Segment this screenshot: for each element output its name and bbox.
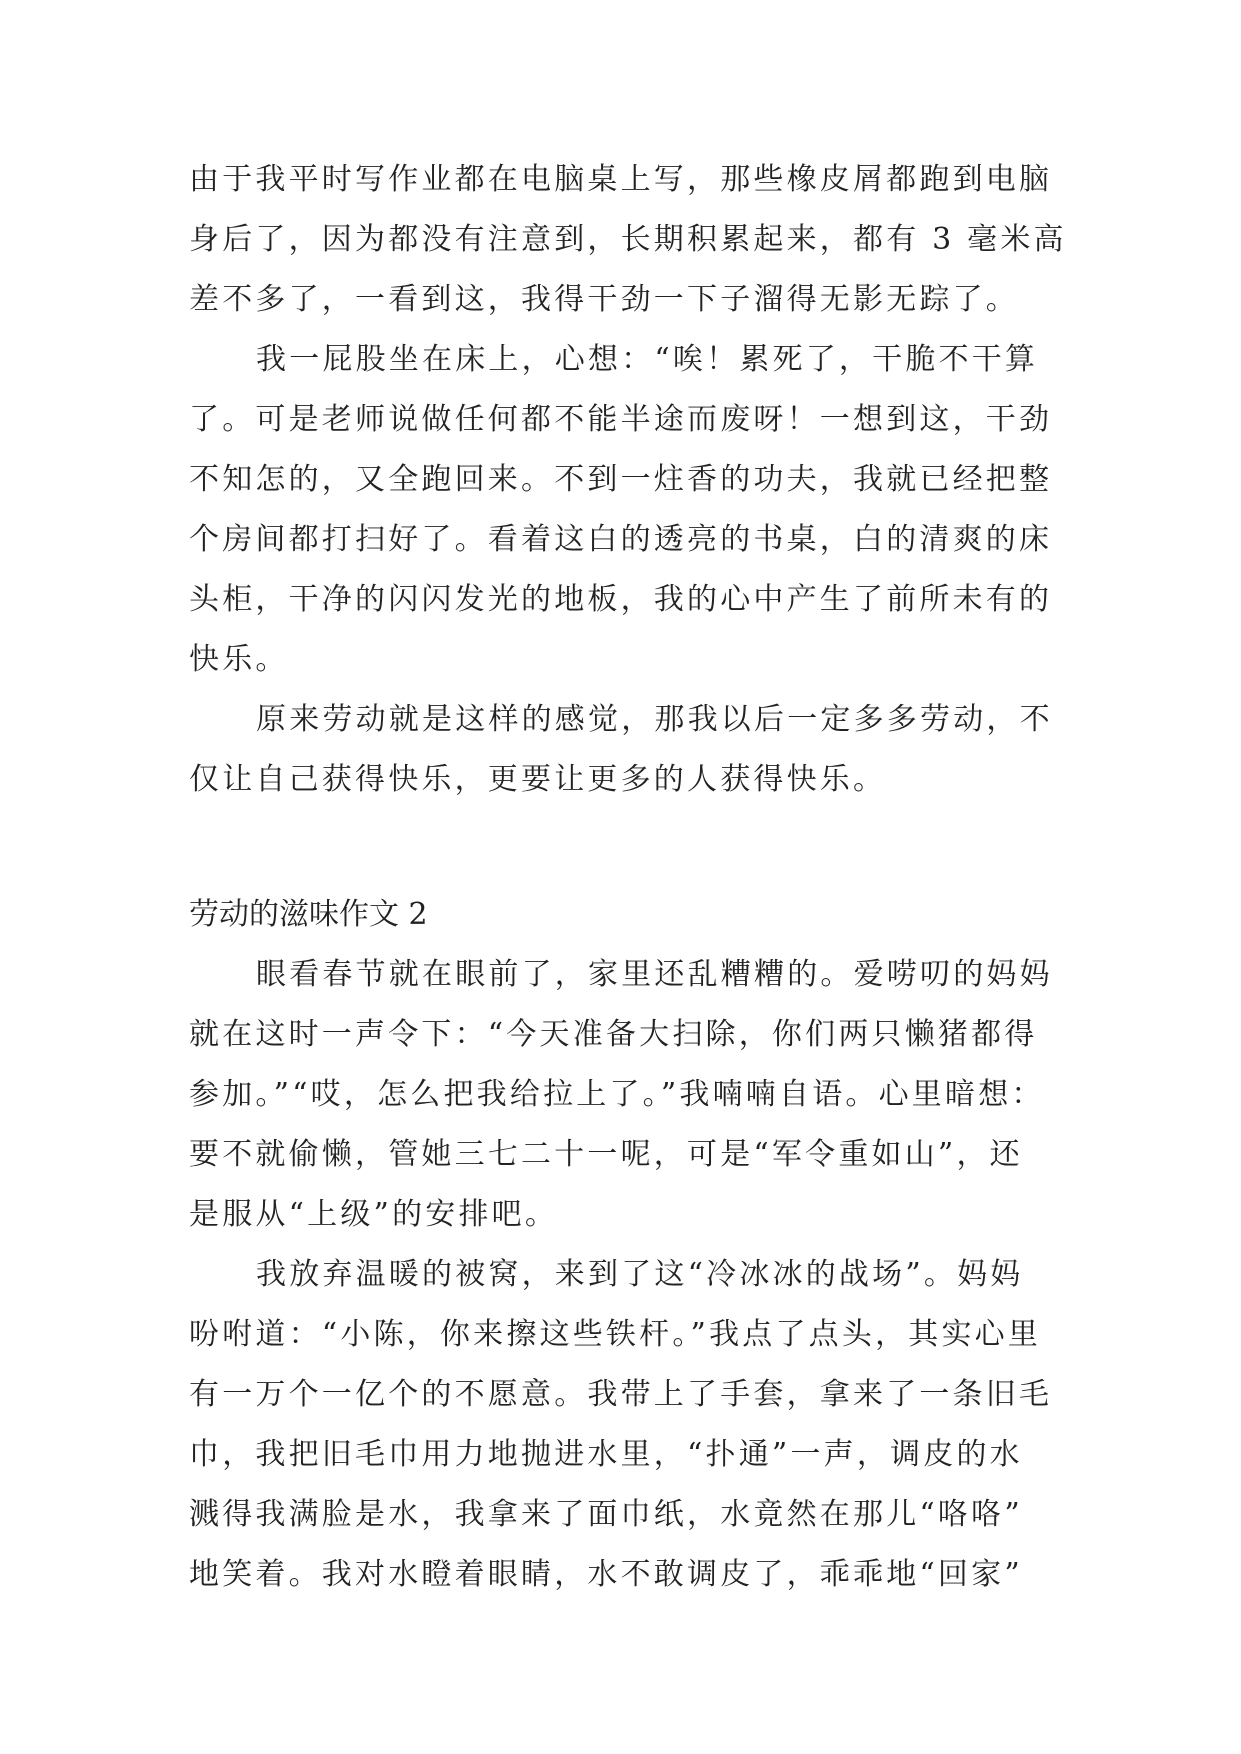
text-line: 要不就偷懒，管她三七二十一呢，可是“军令重如山”，还 [189,1137,1023,1172]
text-line: 差不多了，一看到这，我得干劲一下子溜得无影无踪了。 [189,282,1019,317]
text-line: 地笑着。我对水瞪着眼睛，水不敢调皮了，乖乖地“回家” [189,1557,1023,1592]
text-line: 头柜，干净的闪闪发光的地板，我的心中产生了前所未有的 [189,582,1053,617]
paragraph [189,690,1055,810]
text-line: 溅得我满脸是水，我拿来了面巾纸，水竟然在那儿“咯咯” [189,1497,1023,1532]
text-line: 由于我平时写作业都在电脑桌上写，那些橡皮屑都跑到电脑 [189,162,1053,197]
text-line: 眼看春节就在眼前了，家里还乱糟糟的。爱唠叨的妈妈 [256,957,1053,992]
text-line: 了。可是老师说做任何都不能半途而废呀！一想到这，干劲 [189,402,1053,437]
text-line: 原来劳动就是这样的感觉，那我以后一定多多劳动，不 [256,702,1053,737]
text-line: 我放弃温暖的被窝，来到了这“冷冰冰的战场”。妈妈 [256,1257,1024,1292]
text-line: 吩咐道：“小陈，你来擦这些铁杆。”我点了点头，其实心里 [189,1317,1042,1352]
text-line: 快乐。 [189,642,289,677]
text-line: 是服从“上级”的安排吧。 [189,1197,559,1232]
text-line: 有一万个一亿个的不愿意。我带上了手套，拿来了一条旧毛 [189,1377,1053,1412]
text-line: 巾，我把旧毛巾用力地抛进水里，“扑通”一声，调皮的水 [189,1437,1023,1472]
paragraph [189,945,1055,1245]
text-line: 身后了，因为都没有注意到，长期积累起来，都有 3 毫米高 [189,222,1067,257]
section-heading: 劳动的滋味作文 2 [189,897,428,932]
document-body [189,150,1067,1605]
paragraph [189,1245,1055,1605]
text-line: 就在这时一声令下：“今天准备大扫除，你们两只懒猪都得 [189,1017,1038,1052]
text-line: 参加。”“哎，怎么把我给拉上了。”我喃喃自语。心里暗想： [189,1077,1045,1112]
text-line: 不知怎的，又全跑回来。不到一炷香的功夫，我就已经把整 [189,462,1053,497]
paragraph [189,150,1067,330]
text-line: 我一屁股坐在床上，心想：“唉！累死了，干脆不干算 [256,342,1039,377]
text-line: 仅让自己获得快乐，更要让更多的人获得快乐。 [189,762,887,797]
section-gap [189,810,1055,885]
paragraph [189,330,1055,690]
text-line: 个房间都打扫好了。看着这白的透亮的书桌，白的清爽的床 [189,522,1053,557]
